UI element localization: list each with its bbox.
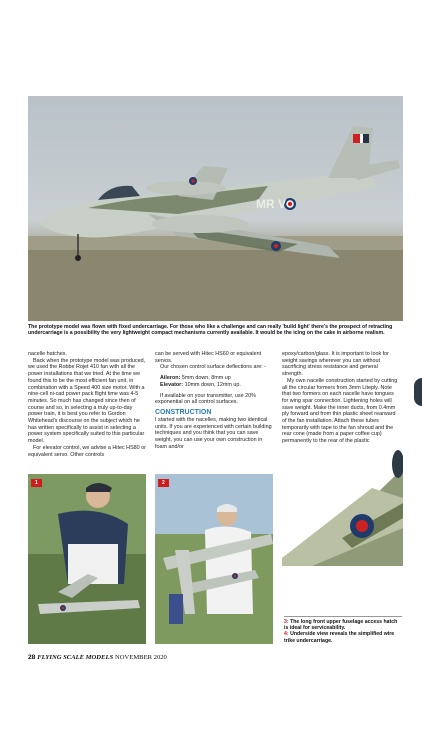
- paragraph: I started with the nacelles, making two identical units. If you are experienced with certain building techniques and you think that you can save weight, you can use your own construction in foam and/or: [155, 416, 272, 450]
- photo-number-badge: 2: [158, 479, 169, 487]
- paragraph: Back when the prototype model was produced, we used the Robbe Rojet 410 fan with all the power installations that we tried. At the time we found this to be the most efficient fan unit, in combination with a Speed 400 size motor. With a nine-cell ni-cad power pack flight time was 4-5 minutes. So much has changed since then of course and so, in selecting a truly up-to-day power train, it is best you refer to Gordon Whitehead's discourse on the subject which he has written specifically to assist in selecting a power system specifically suited to this particular model.: [28, 357, 146, 445]
- page-footer: [28, 654, 167, 661]
- elevator-spec: [155, 382, 273, 389]
- page-edge-thumb: [414, 378, 422, 406]
- caption-number: 3:: [284, 619, 289, 625]
- paragraph: epoxy/carbon/glass. It is important to look for weight savings wherever you can without sacrificing stress resistance and general strength.: [282, 351, 389, 378]
- hero-photo-meteor: [28, 96, 403, 321]
- caption-text: Underside view reveals the simplified wire trike undercarriage.: [284, 631, 395, 644]
- caption-text: The long front upper fuselage access hatch is ideal for serviceability.: [284, 619, 398, 632]
- aileron-label: Aileron:: [160, 375, 181, 382]
- text-column-1: [28, 351, 146, 458]
- paragraph: If available on your transmitter, use 20% exponential on all control surfaces.: [155, 392, 256, 406]
- holding-photo-illustration: [155, 474, 273, 644]
- photo-man-holding-model: [155, 474, 273, 644]
- hero-caption: The prototype model was flown with fixed undercarriage. For those who like a challenge and can really 'build light' there's the prospect of retracting undercarriage is a possibility the very lightweight compact mechanisms currently available. It would be the icing on the cake in airborne realism.: [28, 324, 393, 337]
- paragraph: Our chosen control surface deflections are: -: [160, 364, 267, 371]
- magazine-title: FLYING SCALE MODELS: [37, 654, 114, 661]
- magazine-page: [28, 96, 403, 664]
- elevator-label: Elevator:: [160, 381, 184, 388]
- builder-photo-illustration: [28, 474, 146, 644]
- paragraph: nacelle hatches.: [28, 351, 67, 357]
- aileron-value: 5mm down, 8mm up: [180, 375, 231, 382]
- aileron-spec: [155, 375, 273, 382]
- caption-4: [284, 631, 402, 643]
- section-heading: CONSTRUCTION: [155, 408, 212, 416]
- text-column-2: [155, 351, 273, 450]
- text-column-3: [282, 351, 400, 445]
- paragraph: For elevator control, we advise a Hitec HS80 or equivalent servo. Other controls: [28, 444, 146, 458]
- photo-wing-underside: [282, 448, 403, 566]
- meteor-aircraft-illustration: [28, 96, 403, 321]
- photo-builder-with-model: [28, 474, 146, 644]
- issue-date: NOVEMBER 2020: [115, 654, 167, 661]
- wing-photo-illustration: [282, 448, 403, 566]
- elevator-value: 10mm down, 12mm up.: [183, 381, 241, 388]
- caption-number: 4:: [284, 631, 289, 638]
- aircraft-code: MR V: [256, 197, 286, 211]
- paragraph: can be served with Hitec HS60 or equivalent servos.: [155, 351, 262, 364]
- caption-3: [284, 619, 402, 631]
- photo-number-badge: 1: [31, 479, 42, 487]
- paragraph: My own nacelle construction started by cutting all the circular formers from 3mm Liteply. Note that two formers on each nacelle have tongues for wing spar connection. Lightening holes will save weight. Make the inner ducts, from 0.4mm ply forward and from thin plastic sheet rearward of the fan installation. Attach these tubes temporarily with tape to the fan shroud and the rear cone (made from a paper coffee cup) permanently to the rear of the plastic: [282, 377, 398, 445]
- page-number: 28: [28, 654, 36, 661]
- photo-captions-3-4: [284, 616, 402, 644]
